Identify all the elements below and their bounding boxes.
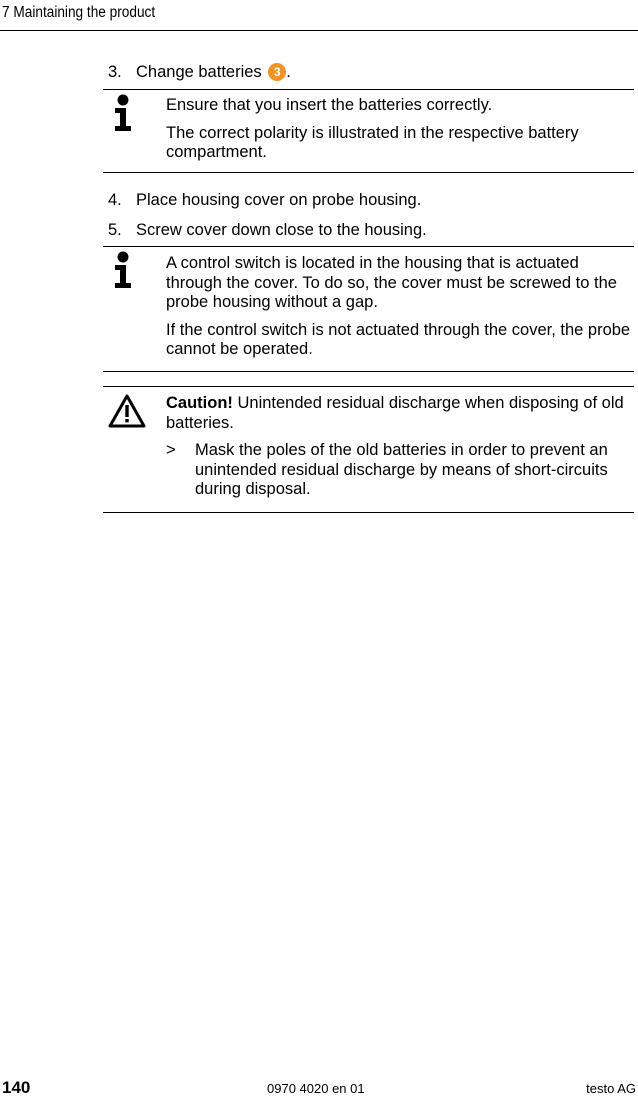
info-icon (112, 94, 134, 137)
warning-statement (166, 394, 634, 433)
warning-text (166, 394, 634, 500)
page-header (0, 0, 638, 31)
step-number: 4. (108, 191, 122, 209)
warning-bottom-rule (103, 512, 634, 513)
note-2-top-rule (103, 246, 634, 247)
warning-description: Unintended residual discharge when disposing of old batteries. (166, 394, 624, 432)
note-paragraph: Ensure that you insert the batteries correctly. (166, 96, 493, 114)
step-period: . (286, 63, 291, 81)
info-icon (112, 251, 134, 294)
warning-action (166, 441, 634, 500)
note-2-bottom-rule (103, 371, 634, 372)
action-marker: > (166, 441, 176, 459)
step-4 (108, 191, 421, 210)
note-2-text (166, 254, 634, 360)
warning-heading: Caution! (166, 394, 233, 412)
page-number: 140 (2, 1078, 31, 1097)
step-3 (108, 63, 291, 82)
note-1-top-rule (103, 89, 634, 90)
document-number: 0970 4020 en 01 (267, 1081, 365, 1096)
step-number: 3. (108, 63, 122, 81)
company-name: testo AG (586, 1081, 636, 1096)
note-1-bottom-rule (103, 172, 634, 173)
warning-triangle-icon (108, 394, 146, 433)
action-text: Mask the poles of the old batteries in order to prevent an unintended residual discharge by means of short-circuits during disposal. (195, 441, 608, 498)
warning-top-rule (103, 386, 634, 387)
note-1-text (166, 96, 634, 163)
step-number: 5. (108, 221, 122, 239)
step-text: Change batteries (136, 63, 267, 81)
step-5 (108, 221, 427, 240)
step-marker-3-icon: 3 (268, 63, 286, 81)
step-text: Screw cover down close to the housing. (136, 221, 427, 239)
chapter-title: 7 Maintaining the product (2, 4, 156, 21)
note-paragraph: A control switch is located in the housing that is actuated through the cover. To do so, the cover must be screwed to the probe housing without a gap. (166, 254, 617, 311)
note-paragraph: The correct polarity is illustrated in the respective battery compartment. (166, 123, 579, 161)
step-text: Place housing cover on probe housing. (136, 191, 422, 209)
note-paragraph: If the control switch is not actuated through the cover, the probe cannot be operated. (166, 320, 631, 358)
